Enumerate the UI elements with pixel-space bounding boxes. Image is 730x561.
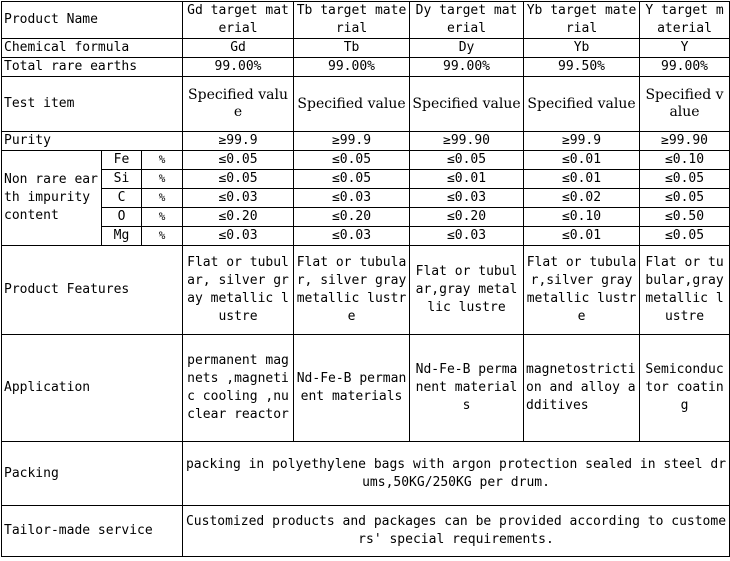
impurity-row-o <box>2 208 730 227</box>
table-cell: Flat or tubular, silver gray metallic lustre <box>294 246 410 335</box>
element-label: C <box>102 189 142 208</box>
table-cell: ≤0.03 <box>294 189 410 208</box>
test-item-row <box>2 77 730 132</box>
table-cell: 99.00% <box>183 58 294 77</box>
product-yb: Yb target material <box>524 2 640 39</box>
table-cell: ≤0.10 <box>640 151 730 170</box>
row-label: Tailor-made service <box>2 506 183 557</box>
spec-table <box>1 1 730 557</box>
table-cell: ≤0.01 <box>524 170 640 189</box>
table-cell: Specified value <box>410 77 524 132</box>
table-cell: ≤0.03 <box>183 189 294 208</box>
table-cell: Tb <box>294 39 410 58</box>
table-cell: ≤0.20 <box>183 208 294 227</box>
impurity-row-mg <box>2 227 730 246</box>
element-label: Mg <box>102 227 142 246</box>
element-label: Fe <box>102 151 142 170</box>
impurity-row-c <box>2 189 730 208</box>
table-cell: permanent magnets ,magnetic cooling ,nuclear reactor <box>183 335 294 442</box>
table-cell: ≥99.9 <box>183 132 294 151</box>
table-cell: Flat or tubular, silver gray metallic lustre <box>183 246 294 335</box>
table-cell: Specified value <box>183 77 294 132</box>
table-cell: magnetostriction and alloy additives <box>524 335 640 442</box>
row-label: Total rare earths <box>2 58 183 77</box>
table-cell: Dy <box>410 39 524 58</box>
purity-row <box>2 132 730 151</box>
table-cell: Specified value <box>294 77 410 132</box>
table-cell: ≤0.02 <box>524 189 640 208</box>
table-cell: ≥99.90 <box>640 132 730 151</box>
table-cell: ≤0.05 <box>640 227 730 246</box>
unit-label: % <box>142 227 183 246</box>
table-cell: ≤0.01 <box>524 227 640 246</box>
product-gd: Gd target material <box>183 2 294 39</box>
packing-text: packing in polyethylene bags with argon protection sealed in steel drums,50KG/250KG per drum. <box>183 442 730 506</box>
table-cell: ≤0.03 <box>410 189 524 208</box>
table-cell: Y <box>640 39 730 58</box>
table-cell: Flat or tubular,gray metallic lustre <box>640 246 730 335</box>
product-tb: Tb target material <box>294 2 410 39</box>
table-cell: Nd-Fe-B permanent materials <box>410 335 524 442</box>
table-cell: Yb <box>524 39 640 58</box>
product-name-label: Product Name <box>2 2 183 39</box>
table-cell: 99.00% <box>410 58 524 77</box>
header-row <box>2 2 730 39</box>
unit-label: % <box>142 208 183 227</box>
row-label: Purity <box>2 132 183 151</box>
impurity-row-fe <box>2 151 730 170</box>
tailor-row <box>2 506 730 557</box>
table-cell: Specified value <box>640 77 730 132</box>
table-cell: ≤0.05 <box>410 151 524 170</box>
chemical-formula-row <box>2 39 730 58</box>
table-cell: Specified value <box>524 77 640 132</box>
product-y: Y target material <box>640 2 730 39</box>
table-cell: ≤0.05 <box>640 170 730 189</box>
table-cell: 99.00% <box>640 58 730 77</box>
table-cell: 99.50% <box>524 58 640 77</box>
table-cell: 99.00% <box>294 58 410 77</box>
application-row <box>2 335 730 442</box>
table-cell: ≥99.90 <box>410 132 524 151</box>
table-cell: ≤0.05 <box>294 170 410 189</box>
row-label: Chemical formula <box>2 39 183 58</box>
table-cell: ≤0.05 <box>183 151 294 170</box>
table-cell: ≤0.05 <box>183 170 294 189</box>
table-cell: ≤0.03 <box>294 227 410 246</box>
features-row <box>2 246 730 335</box>
table-cell: Nd-Fe-B permanent materials <box>294 335 410 442</box>
product-dy: Dy target material <box>410 2 524 39</box>
unit-label: % <box>142 170 183 189</box>
packing-row <box>2 442 730 506</box>
tailor-text: Customized products and packages can be provided according to customers' special requirements. <box>183 506 730 557</box>
table-cell: ≤0.05 <box>640 189 730 208</box>
table-cell: Semiconductor coating <box>640 335 730 442</box>
table-cell: ≤0.10 <box>524 208 640 227</box>
table-cell: ≥99.9 <box>524 132 640 151</box>
element-label: O <box>102 208 142 227</box>
table-cell: Flat or tubular,gray metallic lustre <box>410 246 524 335</box>
impurity-row-si <box>2 170 730 189</box>
table-cell: ≤0.01 <box>410 170 524 189</box>
impurity-label: Non rare earth impurity content <box>2 151 102 246</box>
table-cell: ≤0.05 <box>294 151 410 170</box>
unit-label: % <box>142 151 183 170</box>
table-cell: Gd <box>183 39 294 58</box>
table-cell: ≤0.50 <box>640 208 730 227</box>
table-cell: Flat or tubular,silver gray metallic lustre <box>524 246 640 335</box>
table-cell: ≤0.20 <box>410 208 524 227</box>
row-label: Packing <box>2 442 183 506</box>
element-label: Si <box>102 170 142 189</box>
unit-label: % <box>142 189 183 208</box>
table-cell: ≤0.01 <box>524 151 640 170</box>
total-rare-earths-row <box>2 58 730 77</box>
table-cell: ≤0.20 <box>294 208 410 227</box>
table-cell: ≤0.03 <box>410 227 524 246</box>
table-cell: ≤0.03 <box>183 227 294 246</box>
table-cell: ≥99.9 <box>294 132 410 151</box>
row-label: Application <box>2 335 183 442</box>
row-label: Product Features <box>2 246 183 335</box>
row-label: Test item <box>2 77 183 132</box>
